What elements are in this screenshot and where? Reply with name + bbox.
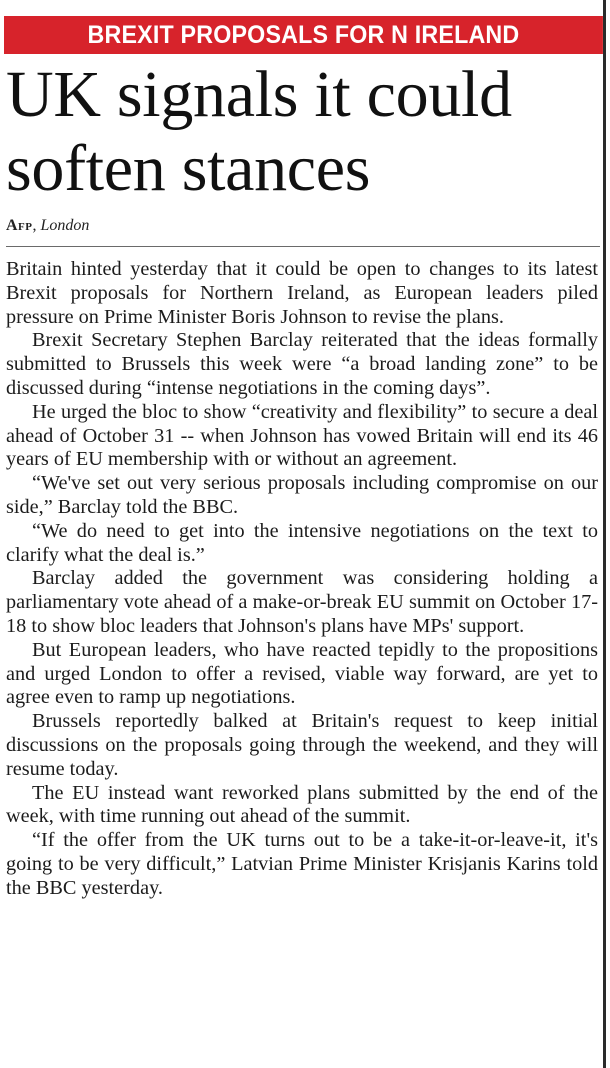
article-paragraph: He urged the bloc to show “creativity and flexibility” to secure a deal ahead of October 31 -- when Johnson has vowed Britain will end its 46 years of EU membership with or without an agreement. <box>6 400 598 471</box>
article-paragraph: Britain hinted yesterday that it could be open to changes to its latest Brexit proposals for Northern Ireland, as European leaders piled pressure on Prime Minister Boris Johnson to revise the plans. <box>6 258 598 328</box>
article-paragraph: Barclay added the government was considering holding a parliamentary vote ahead of a make-or-break EU summit on October 17-18 to show bloc leaders that Johnson's plans have MPs' support. <box>6 567 598 637</box>
article-paragraph: “If the offer from the UK turns out to be a take-it-or-leave-it, it's going to be very difficult,” Latvian Prime Minister Krisjanis Karins told the BBC yesterday. <box>6 829 598 899</box>
byline-divider <box>6 246 600 247</box>
section-kicker: BREXIT PROPOSALS FOR N IRELAND <box>4 16 603 54</box>
article-paragraph: Brussels reportedly balked at Britain's request to keep initial discussions on the proposals going through the weekend, and they will resume today. <box>6 710 598 780</box>
article-body <box>6 258 598 901</box>
byline-agency: Afp <box>6 217 33 234</box>
article-paragraph: But European leaders, who have reacted tepidly to the propositions and urged London to offer a revised, viable way forward, are yet to agree even to ramp up negotiations. <box>6 638 598 709</box>
byline <box>6 216 89 236</box>
article-paragraph: “We do need to get into the intensive negotiations on the text to clarify what the deal is.” <box>6 519 598 566</box>
article-paragraph: Brexit Secretary Stephen Barclay reiterated that the ideas formally submitted to Brussels this week were “a broad landing zone” to be discussed during “intense negotiations in the coming days”. <box>6 329 598 399</box>
article-paragraph: “We've set out very serious proposals including compromise on our side,” Barclay told the BBC. <box>6 472 598 518</box>
headline: UK signals it could soften stances <box>6 58 512 205</box>
byline-location: London <box>40 217 90 234</box>
article-paragraph: The EU instead want reworked plans submitted by the end of the week, with time running out ahead of the summit. <box>6 781 598 828</box>
byline-separator: , <box>32 217 41 234</box>
